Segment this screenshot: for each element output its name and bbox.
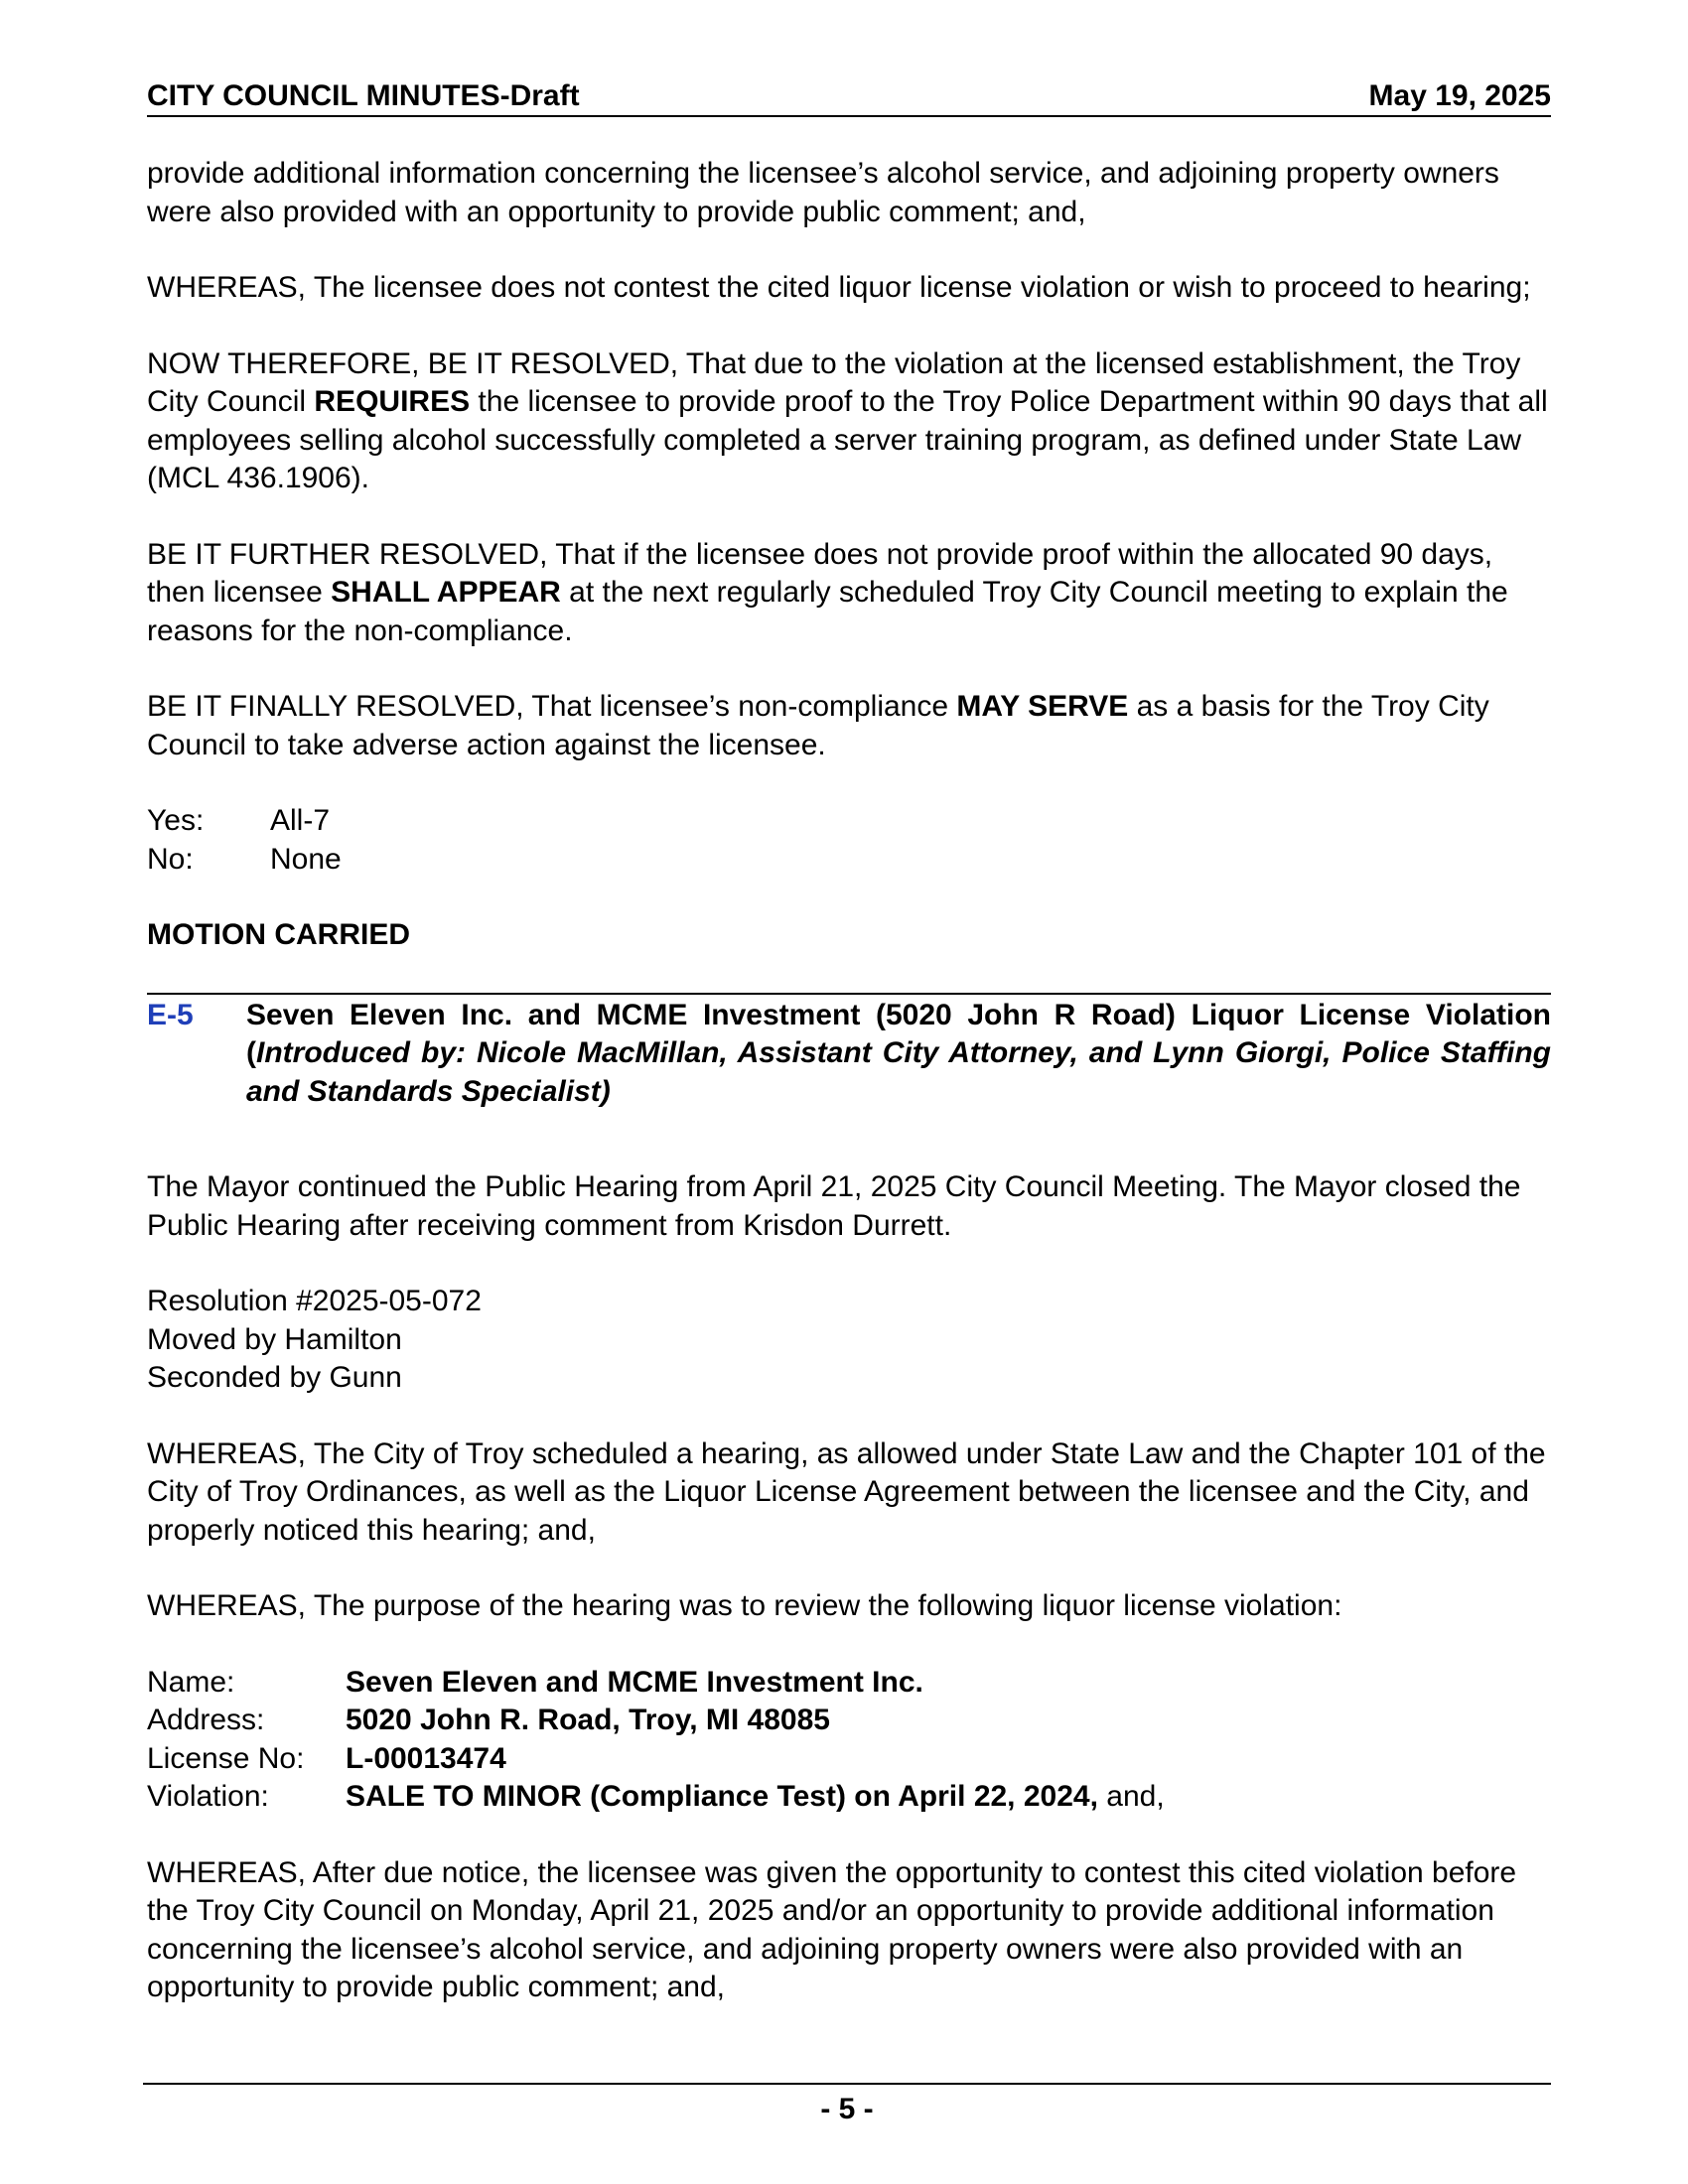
- page-number: - 5 -: [820, 2093, 874, 2125]
- license-name-label: Name:: [147, 1665, 235, 1699]
- text-run: as a basis for the Troy City Council to take adverse action against the licensee.: [147, 690, 1489, 761]
- license-address-label: Address:: [147, 1704, 265, 1736]
- vote-no-label: No:: [147, 842, 194, 876]
- resolution-block: [147, 1283, 1551, 1398]
- section-title: [246, 997, 1551, 1112]
- section-title-text: Seven Eleven Inc. and MCME Investment (5020 John R Road) Liquor License Violation (: [246, 998, 1551, 1069]
- vote-yes-label: Yes:: [147, 804, 205, 837]
- text-run: the licensee to provide proof to the Troy Police Department within 90 days that all employees selling alcohol successfully completed a server training program, as defined under State Law (MCL 436.1906).: [147, 385, 1548, 494]
- paragraph-whereas-scheduled: WHEREAS, The City of Troy scheduled a hearing, as allowed under State Law and the Chapter 101 of the City of Troy Ordinances, as well as the Liquor License Agreement between the licensee and the City, and properly noticed this hearing; and,: [147, 1436, 1546, 1547]
- page-header: [147, 77, 1551, 117]
- license-violation-row: [346, 1778, 1551, 1817]
- section-introduced-by: Introduced by: Nicole MacMillan, Assistant City Attorney, and Lynn Giorgi, Police Staffing and Standards Specialist): [246, 1036, 1551, 1108]
- license-address-value: 5020 John R. Road, Troy, MI 48085: [346, 1704, 830, 1736]
- text-run: NOW THEREFORE, BE IT RESOLVED, That due to the violation at the licensed establishment, the Troy City Council: [147, 346, 1521, 418]
- section-number: E-5: [147, 998, 194, 1031]
- page-footer: [143, 2083, 1551, 2126]
- license-violation-tail: and,: [1097, 1780, 1165, 1813]
- text-run: at the next regularly scheduled Troy City Council meeting to explain the reasons for the non-compliance.: [147, 576, 1508, 647]
- motion-result: MOTION CARRIED: [147, 918, 410, 951]
- header-title: CITY COUNCIL MINUTES-Draft: [147, 78, 580, 112]
- license-number-value: L-00013474: [346, 1741, 506, 1775]
- license-details: [147, 1664, 1551, 1817]
- document-page: [147, 77, 1551, 2152]
- paragraph-public-hearing: The Mayor continued the Public Hearing from April 21, 2025 City Council Meeting. The Mayor closed the Public Hearing after receiving comment from Krisdon Durrett.: [147, 1170, 1521, 1242]
- header-date: May 19, 2025: [1368, 78, 1551, 112]
- vote-no-value: None: [270, 842, 342, 876]
- license-number-label: License No:: [147, 1741, 305, 1775]
- paragraph-further-resolved: [147, 536, 1551, 651]
- text-run: BE IT FURTHER RESOLVED, That if the licensee does not provide proof within the allocated 90 days, then licensee: [147, 537, 1493, 609]
- paragraph-whereas-due-notice: WHEREAS, After due notice, the licensee was given the opportunity to contest this cited violation before the Troy City Council on Monday, April 21, 2025 and/or an opportunity to provide additional information concerning the licensee’s alcohol service, and adjoining property owners were also provided with an opportunity to provide public comment; and,: [147, 1855, 1517, 2003]
- license-violation-label: Violation:: [147, 1780, 269, 1813]
- vote-yes-value: All-7: [270, 804, 331, 837]
- paragraph-continuation: provide additional information concerning the licensee’s alcohol service, and adjoining property owners were also provided with an opportunity to provide public comment; and,: [147, 157, 1499, 228]
- paragraph-finally-resolved: [147, 688, 1551, 764]
- bold-shall-appear: SHALL APPEAR: [331, 576, 561, 609]
- text-run: BE IT FINALLY RESOLVED, That licensee’s non-compliance: [147, 690, 957, 723]
- bold-requires: REQUIRES: [314, 385, 471, 418]
- resolution-number: Resolution #2025-05-072: [147, 1285, 482, 1317]
- bold-may-serve: MAY SERVE: [956, 690, 1129, 723]
- paragraph-whereas-purpose: WHEREAS, The purpose of the hearing was to review the following liquor license violation:: [147, 1589, 1342, 1622]
- vote-tally: [147, 802, 1551, 879]
- license-violation-value: SALE TO MINOR (Compliance Test) on April 22, 2024,: [346, 1780, 1098, 1813]
- paragraph-whereas-not-contest: WHEREAS, The licensee does not contest the cited liquor license violation or wish to proceed to hearing;: [147, 271, 1531, 304]
- seconded-by: Seconded by Gunn: [147, 1361, 402, 1394]
- moved-by: Moved by Hamilton: [147, 1322, 402, 1356]
- agenda-section: [147, 993, 1551, 1112]
- license-name-value: Seven Eleven and MCME Investment Inc.: [346, 1665, 923, 1699]
- paragraph-now-therefore: [147, 345, 1551, 498]
